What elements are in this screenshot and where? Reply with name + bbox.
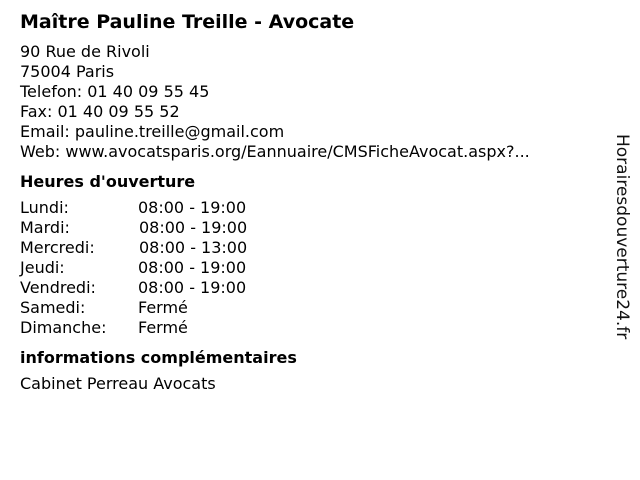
brand-watermark: Horairesdouverture24.fr <box>612 134 632 340</box>
day-label: Lundi: <box>20 198 69 217</box>
hours-row-tuesday <box>20 218 610 238</box>
day-hours: 08:00 - 19:00 <box>139 218 248 237</box>
business-card <box>20 10 610 394</box>
day-hours: Fermé <box>138 298 188 317</box>
day-hours: 08:00 - 19:00 <box>138 258 247 277</box>
day-label: Vendredi: <box>20 278 96 297</box>
address-street: 90 Rue de Rivoli <box>20 42 150 61</box>
hours-row-wednesday <box>20 238 610 258</box>
hours-row-friday <box>20 278 610 298</box>
extra-info-heading: informations complémentaires <box>20 348 297 367</box>
page-title: Maître Pauline Treille - Avocate <box>20 11 355 33</box>
web-line: Web: www.avocatsparis.org/Eannuaire/CMSFicheAvocat.aspx?... <box>20 142 530 161</box>
day-label: Jeudi: <box>20 258 65 277</box>
day-label: Mardi: <box>20 218 70 237</box>
phone-line: Telefon: 01 40 09 55 45 <box>20 82 210 101</box>
day-hours: 08:00 - 19:00 <box>138 198 247 217</box>
fax-line: Fax: 01 40 09 55 52 <box>20 102 180 121</box>
day-label: Samedi: <box>20 298 86 317</box>
day-hours: Fermé <box>138 318 188 337</box>
day-label: Mercredi: <box>20 238 95 257</box>
day-label: Dimanche: <box>20 318 107 337</box>
hours-row-thursday <box>20 258 610 278</box>
day-hours: 08:00 - 13:00 <box>139 238 248 257</box>
hours-row-monday <box>20 198 610 218</box>
extra-info-text: Cabinet Perreau Avocats <box>20 374 216 393</box>
email-line: Email: pauline.treille@gmail.com <box>20 122 285 141</box>
hours-heading: Heures d'ouverture <box>20 172 196 191</box>
address-city: 75004 Paris <box>20 62 115 81</box>
day-hours: 08:00 - 19:00 <box>138 278 247 297</box>
hours-row-sunday <box>20 318 610 338</box>
hours-row-saturday <box>20 298 610 318</box>
hours-table <box>20 198 610 338</box>
